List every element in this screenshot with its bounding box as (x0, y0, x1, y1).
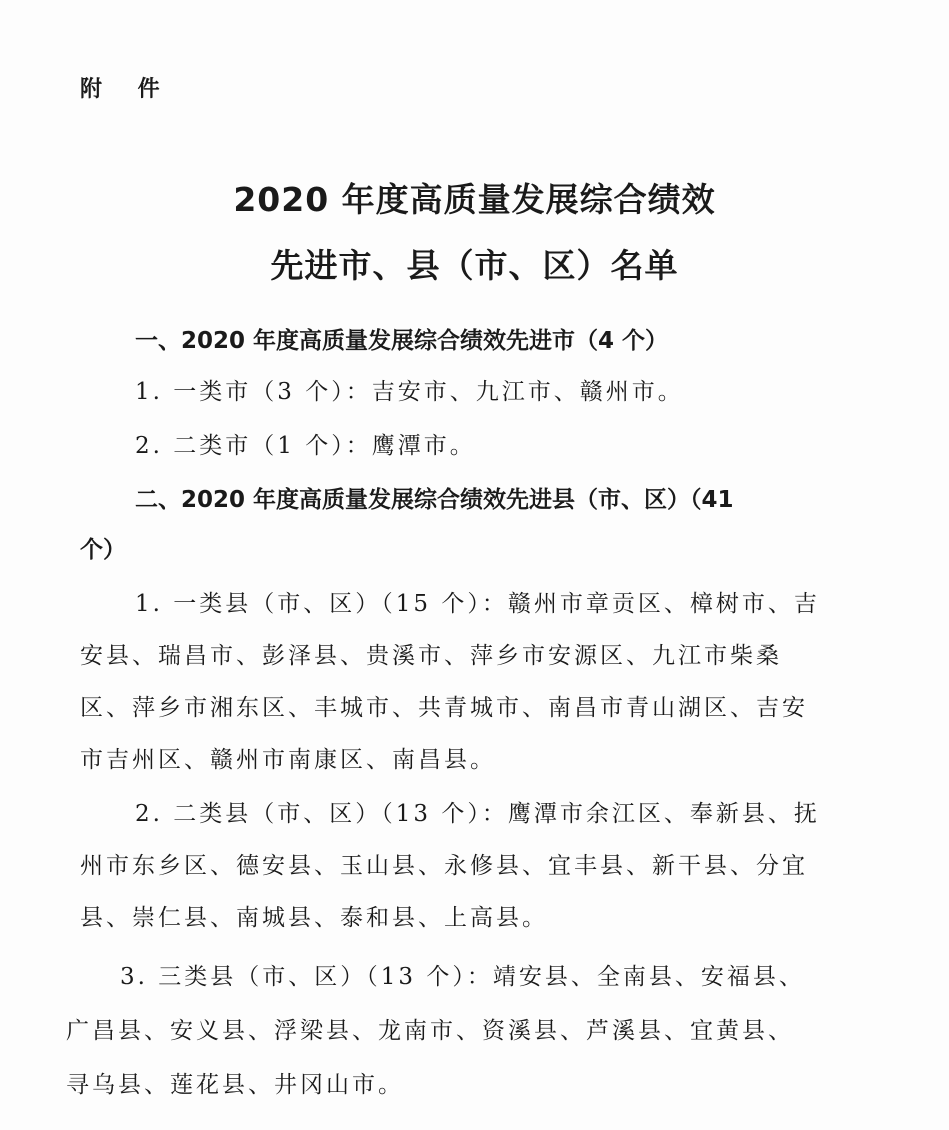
section2-item1-line1: 1. 一类县（市、区）（15 个）：赣州市章贡区、樟树市、吉 (135, 591, 820, 617)
attachment-label: 附 件 (80, 77, 174, 102)
section2-item1-line2: 安县、瑞昌市、彭泽县、贵溪市、萍乡市安源区、九江市柴桑 (80, 643, 782, 669)
section2-item2-line1: 2. 二类县（市、区）（13 个）：鹰潭市余江区、奉新县、抚 (135, 801, 820, 827)
section1-item2: 2. 二类市（1 个）：鹰潭市。 (135, 433, 476, 459)
section2-item3-line1: 3. 三类县（市、区）（13 个）：靖安县、全南县、安福县、 (120, 964, 805, 990)
section2-heading-line2: 个） (80, 537, 126, 563)
section1-heading: 一、2020 年度高质量发展综合绩效先进市（4 个） (135, 328, 669, 354)
section2-item1-line4: 市吉州区、赣州市南康区、南昌县。 (80, 747, 496, 773)
section2-item2-line3: 县、崇仁县、南城县、泰和县、上高县。 (80, 905, 548, 931)
section2-heading-line1: 二、2020 年度高质量发展综合绩效先进县（市、区）（41 (135, 487, 734, 513)
document-title-line2: 先进市、县（市、区）名单 (270, 246, 679, 285)
section2-item1-line3: 区、萍乡市湘东区、丰城市、共青城市、南昌市青山湖区、吉安 (80, 695, 808, 721)
section1-item1: 1. 一类市（3 个）：吉安市、九江市、赣州市。 (135, 379, 684, 405)
document-title-line1: 2020 年度高质量发展综合绩效 (233, 180, 716, 219)
section2-item3-line3: 寻乌县、莲花县、井冈山市。 (66, 1072, 404, 1098)
section2-item3-line2: 广昌县、安义县、浮梁县、龙南市、资溪县、芦溪县、宜黄县、 (66, 1018, 794, 1044)
section2-item2-line2: 州市东乡区、德安县、玉山县、永修县、宜丰县、新干县、分宜 (80, 853, 808, 879)
